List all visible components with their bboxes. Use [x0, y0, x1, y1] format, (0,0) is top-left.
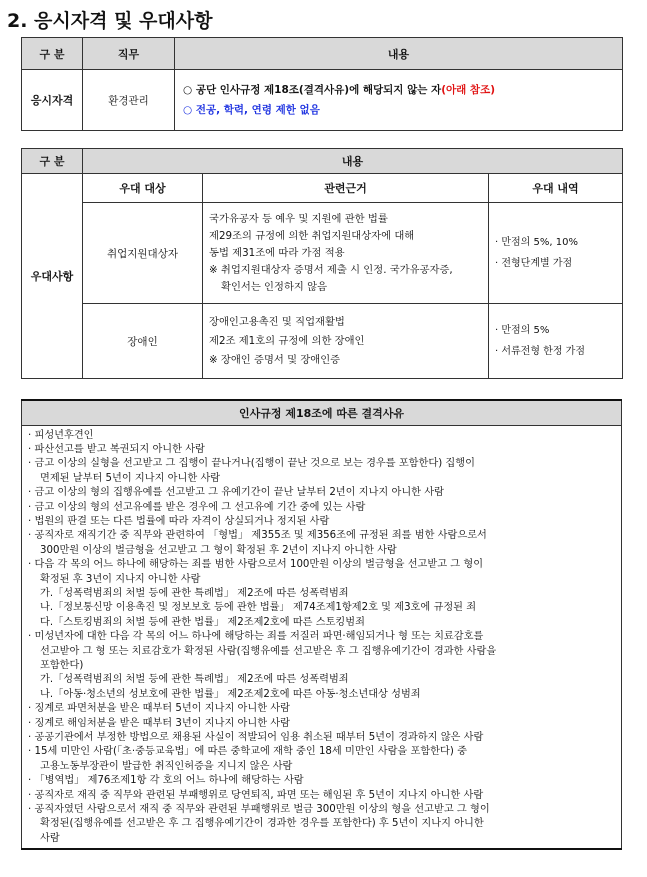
header-job: 직무	[83, 38, 175, 70]
qualification-table	[21, 37, 623, 131]
disqualification-item: 나.「아동·청소년의 성보호에 관한 법률」 제2조제2호에 따른 아동·청소년대상 성범죄	[40, 688, 421, 700]
line2: ○ 전공, 학력, 연령 제한 없음	[183, 104, 320, 116]
preference-header-row	[22, 149, 623, 174]
basis-note: 확인서는 인정하지 않음	[221, 280, 328, 293]
disqualification-item: · 미성년자에 대한 다음 각 목의 어느 하나에 해당하는 죄를 저질러 파면·해임되거나 형 또는 치료감호를	[28, 631, 484, 643]
preference-row	[22, 304, 623, 379]
disqualification-item: · 징계로 해임처분을 받은 때부터 3년이 지나지 아니한 사람	[28, 717, 290, 729]
disqualification-item: · 피성년후견인	[28, 429, 94, 441]
section-title: 2. 응시자격 및 우대사항	[7, 10, 213, 32]
disqualification-item: 고용노동부장관이 발급한 취직인허증을 지니지 않은 사람	[40, 760, 293, 772]
subheader-basis: 관련근거	[203, 174, 489, 203]
preference-header-category: 구 분	[22, 149, 83, 174]
disqualification-item: 면제된 날부터 5년이 지나지 아니한 사람	[40, 472, 221, 484]
disqualification-item: 사람	[40, 832, 60, 844]
disqualification-item: 선고받아 그 형 또는 치료감호가 확정된 사람(집행유예를 선고받은 후 그 집행유예기간이 경과한 사람을	[40, 645, 497, 657]
header-category: 구 분	[22, 38, 83, 70]
qualification-header-row	[22, 38, 623, 70]
preference-subheader-row	[22, 174, 623, 203]
basis-line: 장애인고용촉진 및 직업재활법	[209, 315, 345, 328]
detail-line: · 전형단계별 가점	[495, 258, 573, 269]
preference-basis	[203, 304, 489, 379]
preference-target: 취업지원대상자	[83, 203, 203, 304]
disqualification-item: · 금고 이상의 형의 집행유예를 선고받고 그 유예기간이 끝난 날부터 2년이 지나지 아니한 사람	[28, 487, 444, 499]
line1-main: 공단 인사규정 제18조(결격사유)에 해당되지 않는 자	[195, 84, 442, 96]
disqualification-item: · 다음 각 목의 어느 하나에 해당하는 죄를 범한 사람으로서 100만원 이상의 벌금형을 선고받고 그 형이	[28, 559, 484, 571]
qualification-job: 환경관리	[83, 70, 175, 131]
disqualification-item: 300만원 이상의 벌금형을 선고받고 그 형이 확정된 후 2년이 지나지 아니한 사람	[40, 544, 397, 556]
disqualification-item: · 금고 이상의 실형을 선고받고 그 집행이 끝나거나(집행이 끝난 것으로 보는 경우를 포함한다) 집행이	[28, 458, 475, 470]
detail-line: · 만점의 5%	[495, 325, 550, 336]
disqualification-list	[22, 425, 622, 849]
disqualification-item: 다.「스토킹범죄의 처벌 등에 관한 법률」 제2조제2호에 따른 스토킹범죄	[40, 616, 365, 628]
disqualification-item: 가.「성폭력범죄의 처벌 등에 관한 특례법」 제2조에 따른 성폭력범죄	[40, 674, 349, 686]
basis-line: 제2조 제1호의 규정에 의한 장애인	[209, 334, 365, 347]
qualification-category: 응시자격	[22, 70, 83, 131]
preference-basis	[203, 203, 489, 304]
disqualification-header-row	[22, 400, 622, 425]
disqualification-item: 확정된 후 3년이 지나지 아니한 사람	[40, 573, 201, 585]
preference-header-content: 내용	[83, 149, 623, 174]
basis-note: ※ 취업지원대상자 증명서 제출 시 인정. 국가유공자증,	[209, 263, 453, 276]
disqualification-item: · 공직자였던 사람으로서 재직 중 직무와 관련된 부패행위로 벌금 300만원 이상의 형을 선고받고 그 형이	[28, 804, 490, 816]
disqualification-item: 포함한다)	[40, 660, 84, 671]
disqualification-item: 가.「성폭력범죄의 처벌 등에 관한 특례법」 제2조에 따른 성폭력범죄	[40, 587, 349, 599]
disqualification-item: · 금고 이상의 형의 선고유예를 받은 경우에 그 선고유예 기간 중에 있는 사람	[28, 501, 366, 513]
subheader-details: 우대 내역	[489, 174, 623, 203]
disqualification-table	[21, 399, 622, 850]
line1-note: (아래 참조)	[441, 84, 496, 96]
detail-line: · 서류전형 한정 가점	[495, 346, 585, 357]
preference-details	[489, 304, 623, 379]
disqualification-item: · 공직자로 재직 중 직무와 관련된 부패행위로 당연퇴직, 파면 또는 해임된 후 5년이 지나지 아니한 사람	[28, 789, 484, 801]
preference-target: 장애인	[83, 304, 203, 379]
basis-note: ※ 장애인 증명서 및 장애인증	[209, 353, 341, 366]
detail-line: · 만점의 5%, 10%	[495, 237, 578, 248]
disqualification-item: · 파산선고를 받고 복권되지 아니한 사람	[28, 443, 205, 455]
qualification-content	[175, 70, 623, 131]
preference-category: 우대사항	[22, 174, 83, 379]
basis-line: 제29조의 규정에 의한 취업지원대상자에 대해	[209, 229, 415, 242]
disqualification-item: · 「병역법」 제76조제1항 각 호의 어느 하나에 해당하는 사람	[28, 775, 304, 787]
qualification-row	[22, 70, 623, 131]
disqualification-item: 확정된(집행유예를 선고받은 후 그 집행유예기간이 경과한 경우를 포함한다) 후 5년이 지나지 아니한	[40, 818, 484, 830]
basis-line: 국가유공자 등 예우 및 지원에 관한 법률	[209, 212, 388, 225]
disqualification-item: · 공공기관에서 부정한 방법으로 채용된 사실이 적발되어 임용 취소된 때부터 5년이 경과하지 않은 사람	[28, 732, 484, 744]
preference-row	[22, 203, 623, 304]
disqualification-title: 인사규정 제18조에 따른 결격사유	[22, 400, 622, 425]
basis-line: 동법 제31조에 따라 가점 적용	[209, 246, 345, 259]
disqualification-item: · 15세 미만인 사람(「초·중등교육법」에 따른 중학교에 재학 중인 18세 미만인 사람을 포함한다) 중	[28, 746, 467, 758]
disqualification-item: 나.「정보통신망 이용촉진 및 정보보호 등에 관한 법률」 제74조제1항제2호 및 제3호에 규정된 죄	[40, 602, 477, 614]
line1-symbol: ○	[183, 84, 193, 96]
disqualification-item: · 공직자로 재직기간 중 직무와 관련하여 「형법」 제355조 및 제356조에 규정된 죄를 범한 사람으로서	[28, 530, 487, 542]
header-content: 내용	[175, 38, 623, 70]
subheader-target: 우대 대상	[83, 174, 203, 203]
disqualification-item: · 징계로 파면처분을 받은 때부터 5년이 지나지 아니한 사람	[28, 703, 290, 715]
preference-table	[21, 148, 623, 379]
preference-details	[489, 203, 623, 304]
disqualification-item: · 법원의 판결 또는 다른 법률에 따라 자격이 상실되거나 정지된 사람	[28, 515, 330, 527]
